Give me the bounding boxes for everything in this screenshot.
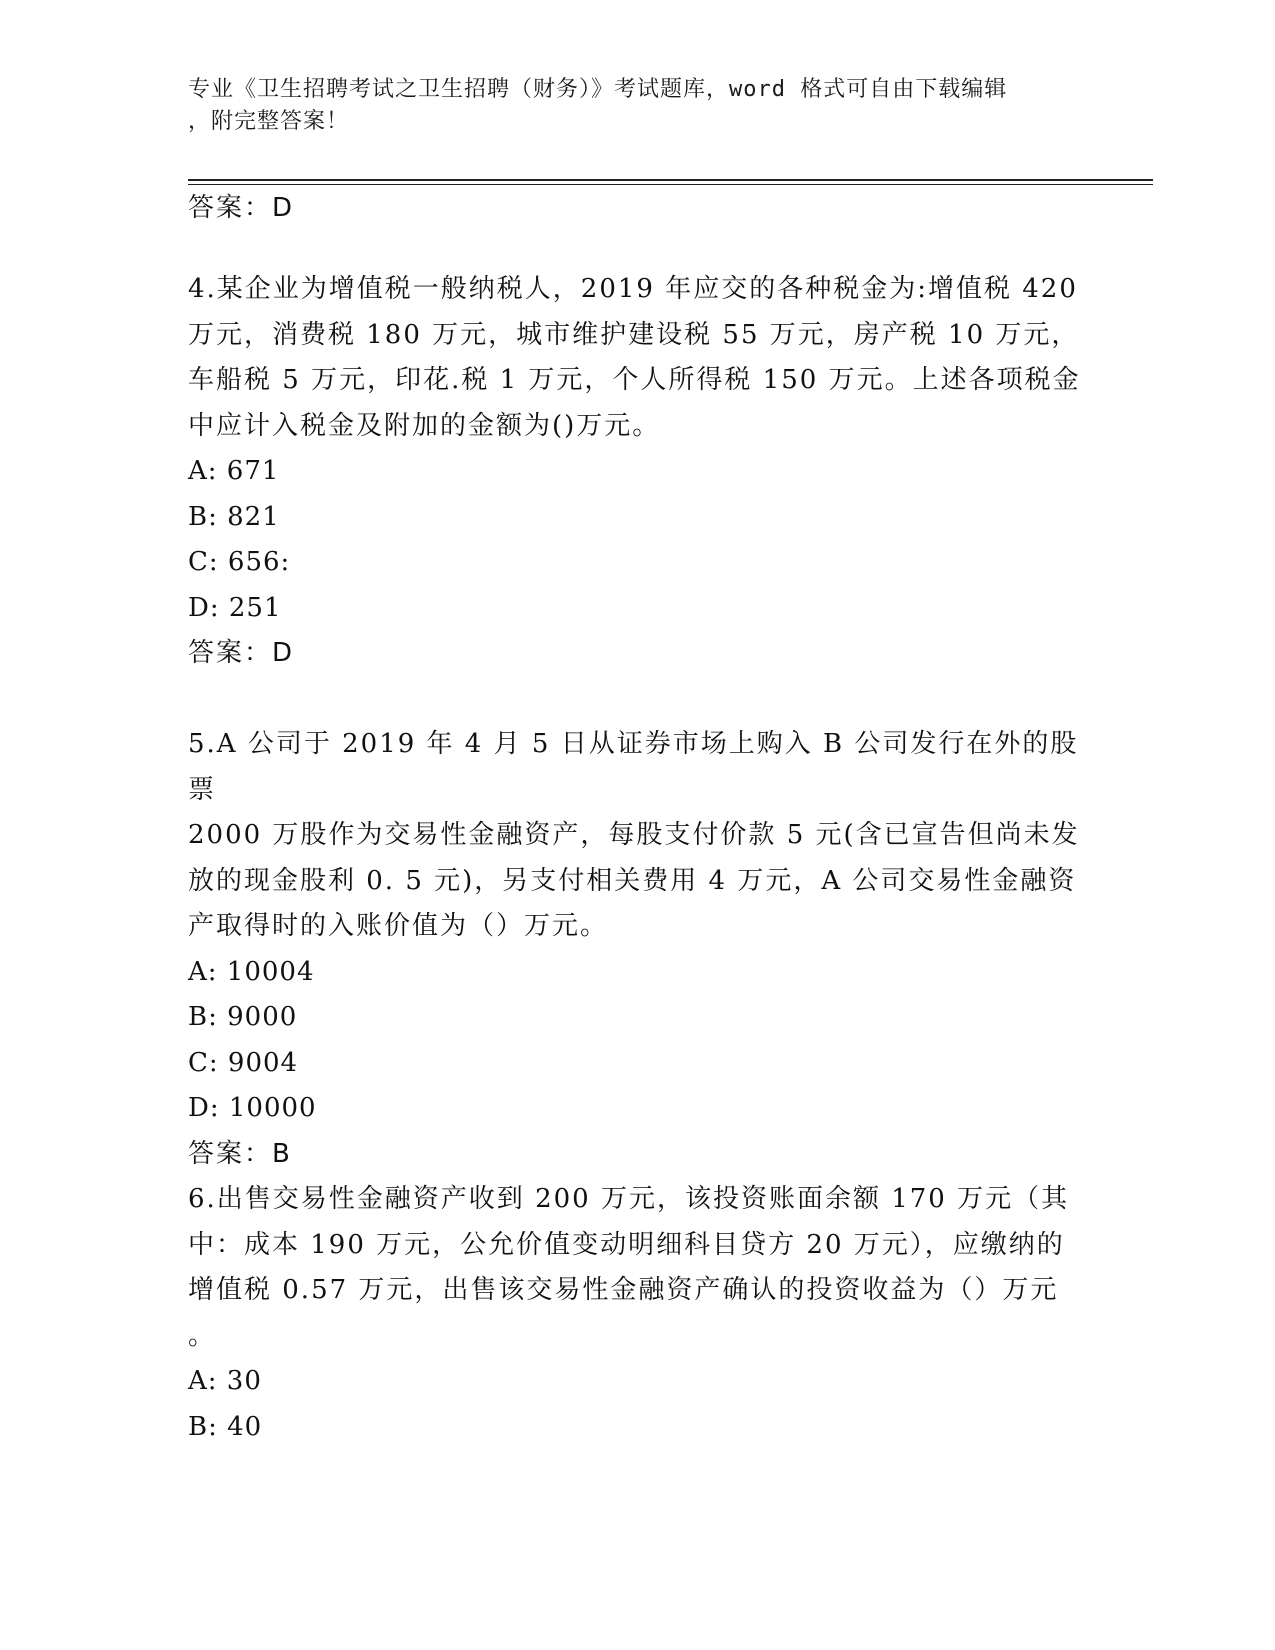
question-5-line-2: 2000 万股作为交易性金融资产，每股支付价款 5 元(含已宣告但尚未发 bbox=[188, 820, 1080, 850]
question-5-line-4: 产取得时的入账价值为（）万元。 bbox=[188, 911, 609, 941]
question-6-option-b: B: 40 bbox=[188, 1411, 263, 1442]
question-4-line-4: 中应计入税金及附加的金额为()万元。 bbox=[188, 410, 661, 441]
question-6-line-4: 。 bbox=[188, 1320, 217, 1351]
question-5-option-d: D: 10000 bbox=[188, 1093, 317, 1123]
previous-question-answer: 答案：D bbox=[188, 193, 295, 223]
question-5-option-a: A: 10004 bbox=[188, 956, 315, 987]
question-6-line-3: 增值税 0.57 万元，出售该交易性金融资产确认的投资收益为（）万元 bbox=[188, 1275, 1059, 1305]
question-6-line-2: 中：成本 190 万元，公允价值变动明细科目贷方 20 万元），应缴纳的 bbox=[188, 1229, 1065, 1260]
question-5-line-3: 放的现金股利 0. 5 元)，另支付相关费用 4 万元，A 公司交易性金融资 bbox=[188, 865, 1077, 896]
question-4-option-b: B: 821 bbox=[188, 501, 280, 532]
question-5-option-c: C: 9004 bbox=[188, 1047, 299, 1078]
question-4-option-d: D: 251 bbox=[188, 592, 282, 623]
question-4-option-c: C: 656: bbox=[188, 547, 291, 577]
question-4-answer: 答案：D bbox=[188, 638, 295, 668]
question-5 bbox=[188, 722, 1088, 1177]
question-6-option-a: A: 30 bbox=[188, 1366, 262, 1396]
question-6-line-1: 6.出售交易性金融资产收到 200 万元，该投资账面余额 170 万元（其 bbox=[188, 1184, 1070, 1214]
question-5-line-1: 5.A 公司于 2019 年 4 月 5 日从证券市场上购入 B 公司发行在外的股票 bbox=[188, 729, 1079, 805]
header-divider bbox=[188, 179, 1153, 185]
question-5-answer: 答案：B bbox=[188, 1138, 292, 1169]
header-line-1: 专业《卫生招聘考试之卫生招聘（财务）》考试题库，word 格式可自由下载编辑 bbox=[188, 77, 1008, 102]
header-line-2: ，附完整答案！ bbox=[188, 109, 350, 134]
question-4 bbox=[188, 267, 1088, 677]
question-4-option-a: A: 671 bbox=[188, 456, 280, 486]
question-6 bbox=[188, 1177, 1088, 1450]
question-5-option-b: B: 9000 bbox=[188, 1002, 298, 1032]
question-4-line-2: 万元，消费税 180 万元，城市维护建设税 55 万元，房产税 10 万元， bbox=[188, 319, 1080, 350]
question-4-line-3: 车船税 5 万元，印花.税 1 万元，个人所得税 150 万元。上述各项税金 bbox=[188, 365, 1081, 395]
document-header bbox=[188, 74, 1088, 138]
question-4-line-1: 4.某企业为增值税一般纳税人，2019 年应交的各种税金为:增值税 420 bbox=[188, 274, 1078, 304]
